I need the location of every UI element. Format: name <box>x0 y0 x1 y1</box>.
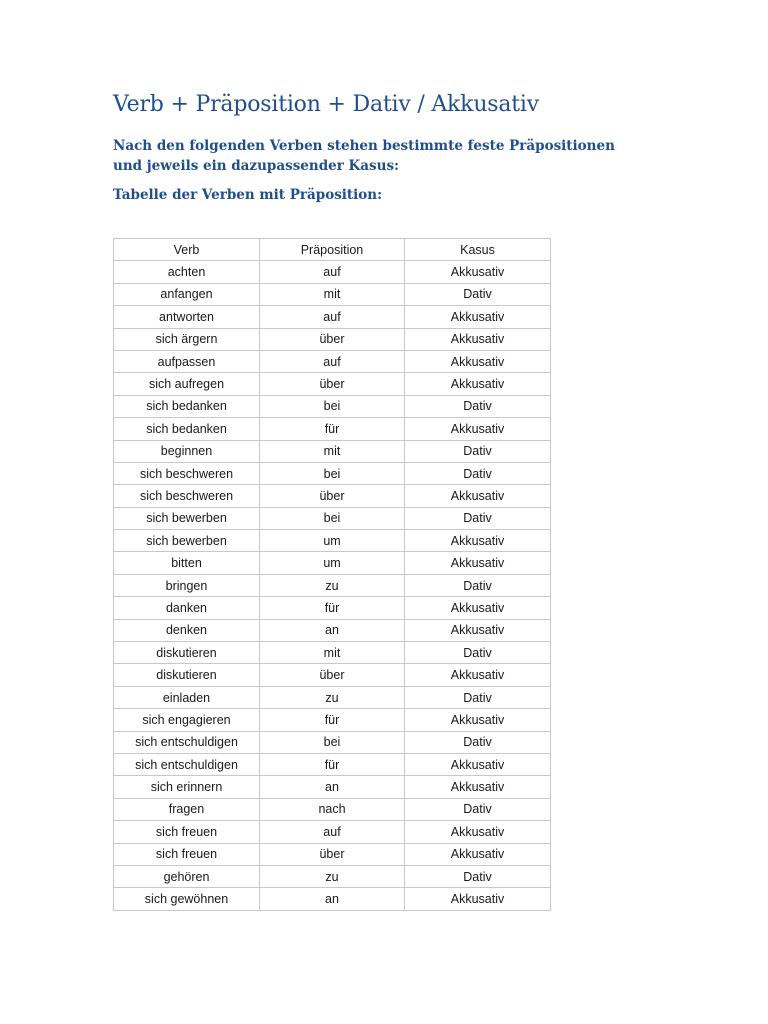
table-row <box>114 776 551 798</box>
case-cell: Dativ <box>405 731 551 753</box>
preposition-cell: über <box>260 485 405 507</box>
case-cell: Akkusativ <box>405 709 551 731</box>
column-header-verb: Verb <box>114 239 260 261</box>
column-header-praeposition: Präposition <box>260 239 405 261</box>
table-row <box>114 574 551 596</box>
case-cell: Dativ <box>405 686 551 708</box>
preposition-cell: an <box>260 888 405 910</box>
case-cell: Akkusativ <box>405 552 551 574</box>
verb-cell: aufpassen <box>114 350 260 372</box>
table-row <box>114 821 551 843</box>
table-row <box>114 418 551 440</box>
case-cell: Akkusativ <box>405 350 551 372</box>
table-row <box>114 686 551 708</box>
case-cell: Dativ <box>405 865 551 887</box>
preposition-cell: mit <box>260 642 405 664</box>
case-cell: Akkusativ <box>405 753 551 775</box>
verb-cell: sich gewöhnen <box>114 888 260 910</box>
table-row <box>114 843 551 865</box>
table-body <box>114 261 551 910</box>
preposition-cell: bei <box>260 395 405 417</box>
table-row <box>114 731 551 753</box>
case-cell: Akkusativ <box>405 261 551 283</box>
case-cell: Dativ <box>405 283 551 305</box>
case-cell: Akkusativ <box>405 597 551 619</box>
table-row <box>114 485 551 507</box>
preposition-cell: bei <box>260 507 405 529</box>
case-cell: Akkusativ <box>405 888 551 910</box>
verb-cell: sich beschweren <box>114 485 260 507</box>
verb-cell: sich beschweren <box>114 462 260 484</box>
preposition-cell: nach <box>260 798 405 820</box>
table-row <box>114 440 551 462</box>
preposition-cell: zu <box>260 865 405 887</box>
case-cell: Akkusativ <box>405 373 551 395</box>
preposition-cell: über <box>260 373 405 395</box>
verb-cell: bringen <box>114 574 260 596</box>
preposition-cell: an <box>260 619 405 641</box>
preposition-cell: auf <box>260 261 405 283</box>
case-cell: Akkusativ <box>405 821 551 843</box>
case-cell: Akkusativ <box>405 843 551 865</box>
verb-cell: denken <box>114 619 260 641</box>
table-row <box>114 888 551 910</box>
table-row <box>114 865 551 887</box>
verb-preposition-table <box>113 238 551 911</box>
case-cell: Akkusativ <box>405 619 551 641</box>
case-cell: Akkusativ <box>405 664 551 686</box>
preposition-cell: auf <box>260 821 405 843</box>
table-row <box>114 395 551 417</box>
verb-cell: diskutieren <box>114 664 260 686</box>
table-row <box>114 328 551 350</box>
verb-cell: beginnen <box>114 440 260 462</box>
case-cell: Akkusativ <box>405 776 551 798</box>
preposition-cell: zu <box>260 686 405 708</box>
table-row <box>114 552 551 574</box>
table-row <box>114 462 551 484</box>
preposition-cell: über <box>260 843 405 865</box>
case-cell: Dativ <box>405 395 551 417</box>
table-row <box>114 798 551 820</box>
case-cell: Akkusativ <box>405 306 551 328</box>
case-cell: Akkusativ <box>405 328 551 350</box>
case-cell: Dativ <box>405 507 551 529</box>
verb-cell: bitten <box>114 552 260 574</box>
verb-cell: gehören <box>114 865 260 887</box>
table-row <box>114 753 551 775</box>
verb-cell: sich entschuldigen <box>114 731 260 753</box>
verb-cell: sich bewerben <box>114 507 260 529</box>
preposition-cell: um <box>260 530 405 552</box>
case-cell: Akkusativ <box>405 530 551 552</box>
preposition-cell: mit <box>260 440 405 462</box>
case-cell: Dativ <box>405 574 551 596</box>
preposition-cell: bei <box>260 462 405 484</box>
preposition-cell: für <box>260 418 405 440</box>
table-row <box>114 597 551 619</box>
table-row <box>114 283 551 305</box>
table-row <box>114 664 551 686</box>
verb-cell: sich aufregen <box>114 373 260 395</box>
verb-cell: antworten <box>114 306 260 328</box>
verb-cell: sich engagieren <box>114 709 260 731</box>
verb-cell: sich freuen <box>114 843 260 865</box>
preposition-cell: für <box>260 709 405 731</box>
verb-cell: sich entschuldigen <box>114 753 260 775</box>
verb-cell: sich erinnern <box>114 776 260 798</box>
verb-cell: sich bewerben <box>114 530 260 552</box>
verb-cell: sich ärgern <box>114 328 260 350</box>
document-title: Verb + Präposition + Dativ / Akkusativ <box>113 92 539 117</box>
table-row <box>114 507 551 529</box>
verb-cell: sich bedanken <box>114 418 260 440</box>
verb-cell: anfangen <box>114 283 260 305</box>
preposition-cell: auf <box>260 350 405 372</box>
case-cell: Dativ <box>405 798 551 820</box>
table-row <box>114 373 551 395</box>
table-row <box>114 350 551 372</box>
preposition-cell: um <box>260 552 405 574</box>
case-cell: Dativ <box>405 642 551 664</box>
case-cell: Akkusativ <box>405 485 551 507</box>
verb-cell: danken <box>114 597 260 619</box>
preposition-cell: für <box>260 753 405 775</box>
table-heading: Tabelle der Verben mit Präposition: <box>113 187 383 203</box>
verb-cell: achten <box>114 261 260 283</box>
table-row <box>114 306 551 328</box>
preposition-cell: über <box>260 328 405 350</box>
preposition-cell: für <box>260 597 405 619</box>
table-row <box>114 709 551 731</box>
case-cell: Akkusativ <box>405 418 551 440</box>
verb-cell: sich freuen <box>114 821 260 843</box>
preposition-cell: bei <box>260 731 405 753</box>
preposition-cell: über <box>260 664 405 686</box>
verb-cell: diskutieren <box>114 642 260 664</box>
preposition-cell: mit <box>260 283 405 305</box>
verb-cell: einladen <box>114 686 260 708</box>
preposition-cell: auf <box>260 306 405 328</box>
table-row <box>114 619 551 641</box>
table-row <box>114 530 551 552</box>
column-header-kasus: Kasus <box>405 239 551 261</box>
preposition-cell: an <box>260 776 405 798</box>
intro-paragraph: Nach den folgenden Verben stehen bestimmte feste Präpositionen und jeweils ein dazupassender Kasus: <box>113 138 615 174</box>
preposition-cell: zu <box>260 574 405 596</box>
case-cell: Dativ <box>405 440 551 462</box>
case-cell: Dativ <box>405 462 551 484</box>
verb-cell: sich bedanken <box>114 395 260 417</box>
table-row <box>114 642 551 664</box>
table-row <box>114 261 551 283</box>
verb-cell: fragen <box>114 798 260 820</box>
table-header-row <box>114 239 551 261</box>
